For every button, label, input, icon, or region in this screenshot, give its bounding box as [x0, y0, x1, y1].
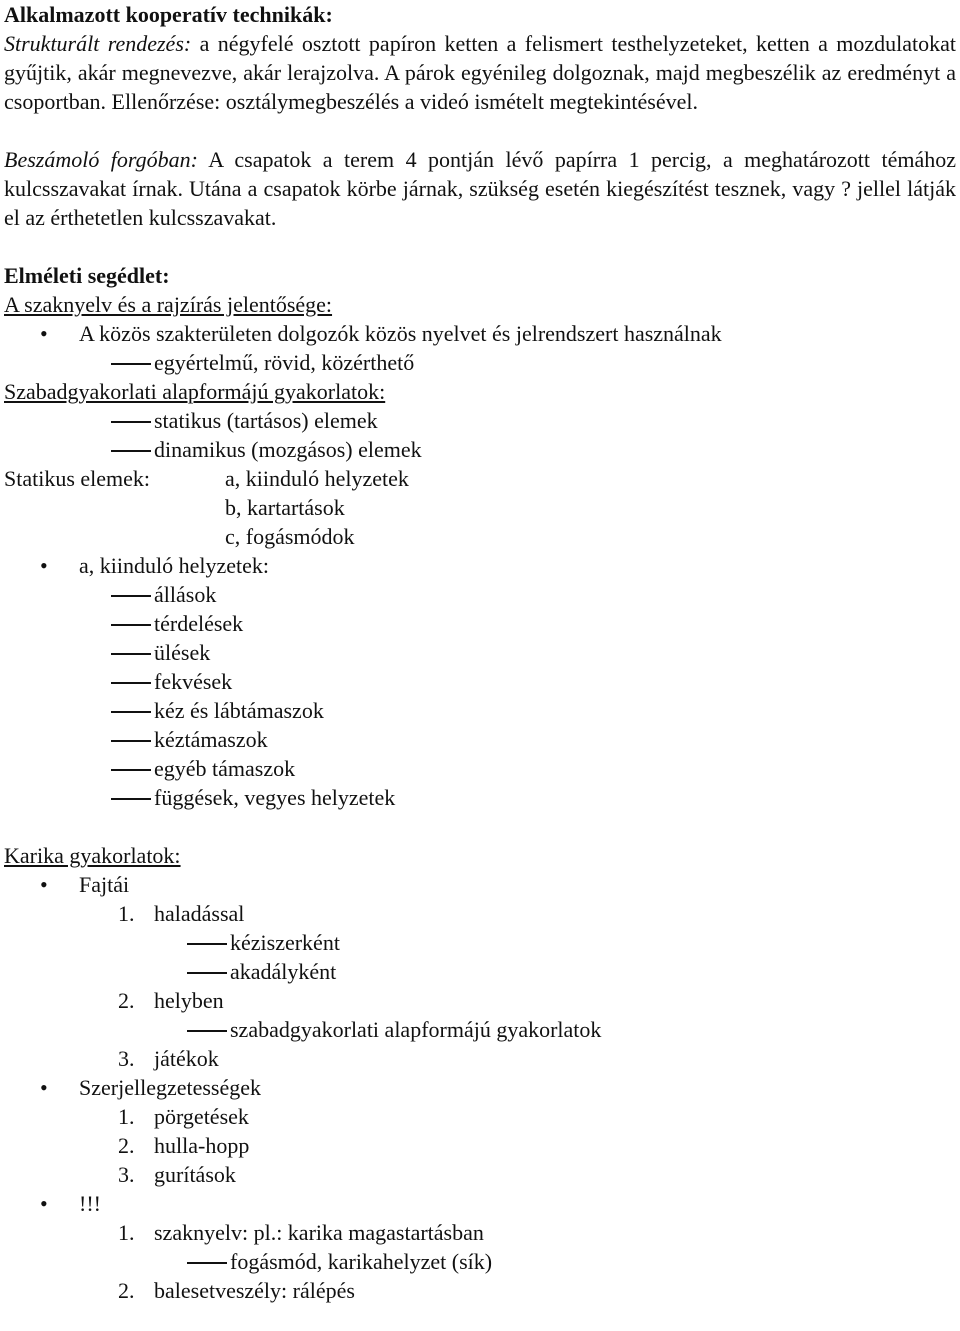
static-element-item: a, kiinduló helyzetek	[225, 466, 409, 491]
sub-list-item	[4, 1247, 956, 1276]
dash-icon	[187, 943, 227, 945]
numbered-item	[4, 1044, 956, 1073]
item-number: 3.	[118, 1162, 135, 1187]
static-elements-label: Statikus elemek:	[4, 466, 151, 491]
numbered-item	[4, 1218, 956, 1247]
list-item-text: !!!	[79, 1191, 101, 1216]
structured-sorting-text: a négyfelé osztott papíron ketten a felismert testhelyzeteket, ketten a mozdulatokat gyűjtik, akár megnevezve, akár lerajzolva. A párok egyénileg dolgoznak, majd megbeszélik az eredményt a csoportban. Ellenőrzése: osztálymegbeszélés a videó ismételt megtekintésével.	[4, 31, 957, 114]
list-item	[4, 1073, 956, 1102]
list-item-text: statikus (tartásos) elemek	[154, 408, 378, 433]
dash-icon	[111, 653, 151, 655]
rotating-report-label: Beszámoló forgóban:	[4, 147, 198, 172]
paragraph-structured-sorting	[4, 29, 956, 116]
numbered-item	[4, 1160, 956, 1189]
static-element-item: c, fogásmódok	[225, 524, 355, 549]
dash-icon	[111, 740, 151, 742]
spacer	[4, 812, 956, 841]
bullet-icon: •	[40, 553, 48, 578]
position-item-text: fekvések	[154, 669, 233, 694]
dash-icon	[111, 624, 151, 626]
sub-list-item-text: kéziszerként	[230, 930, 340, 955]
dash-icon	[111, 682, 151, 684]
static-elements-row	[4, 522, 956, 551]
position-item-text: ülések	[154, 640, 211, 665]
theory-subheading-exercises	[4, 377, 956, 406]
position-item-text: egyéb támaszok	[154, 756, 296, 781]
dash-icon	[187, 1030, 227, 1032]
list-item-text: Fajtái	[79, 872, 130, 897]
sub-list-item-text: szabadgyakorlati alapformájú gyakorlatok	[230, 1017, 602, 1042]
bullet-icon: •	[40, 321, 48, 346]
bullet-icon: •	[40, 1075, 48, 1100]
position-item	[4, 609, 956, 638]
rotating-report-text: A csapatok a terem 4 pontján lévő papírra 1 percig, a meghatározott témához kulcsszavakat írnak. Utána a csapatok körbe járnak, szükség esetén kiegészítést tesznek, vagy ? jellel látják el az érthetetlen kulcsszavakat.	[4, 147, 956, 230]
item-number: 2.	[118, 1133, 135, 1158]
dash-icon	[111, 421, 151, 423]
numbered-item	[4, 1131, 956, 1160]
static-element-item: b, kartartások	[225, 495, 345, 520]
dash-icon	[111, 450, 151, 452]
dash-icon	[187, 1262, 227, 1264]
numbered-item-text: játékok	[154, 1046, 219, 1071]
numbered-item-text: haladással	[154, 901, 245, 926]
list-item	[4, 1189, 956, 1218]
position-item	[4, 667, 956, 696]
exercises-subheading-text: Szabadgyakorlati alapformájú gyakorlatok:	[4, 379, 386, 404]
numbered-item	[4, 1102, 956, 1131]
item-number: 1.	[118, 901, 135, 926]
list-item	[4, 319, 956, 348]
structured-sorting-label: Strukturált rendezés:	[4, 31, 192, 56]
sub-list-item-text: akadályként	[230, 959, 337, 984]
language-subheading-text: A szaknyelv és a rajzírás jelentősége:	[4, 292, 333, 317]
list-item	[4, 870, 956, 899]
item-number: 2.	[118, 988, 135, 1013]
list-item	[4, 551, 956, 580]
list-item-text: egyértelmű, rövid, közérthető	[154, 350, 415, 375]
position-item	[4, 754, 956, 783]
position-item-text: állások	[154, 582, 217, 607]
theory-heading: Elméleti segédlet:	[4, 263, 170, 288]
list-item-text: A közös szakterületen dolgozók közös nyelvet és jelrendszert használnak	[79, 321, 722, 346]
theory-subheading-language	[4, 290, 956, 319]
hoop-heading	[4, 841, 956, 870]
position-item-text: térdelések	[154, 611, 244, 636]
sub-list-item	[4, 1015, 956, 1044]
paragraph-rotating-report	[4, 145, 956, 232]
list-item-text: dinamikus (mozgásos) elemek	[154, 437, 422, 462]
sub-list-item	[4, 957, 956, 986]
hoop-heading-text: Karika gyakorlatok:	[4, 843, 181, 868]
numbered-item-text: hulla-hopp	[154, 1133, 250, 1158]
numbered-item	[4, 986, 956, 1015]
position-item-text: kéztámaszok	[154, 727, 268, 752]
spacer	[4, 232, 956, 261]
numbered-item-text: pörgetések	[154, 1104, 249, 1129]
item-number: 3.	[118, 1046, 135, 1071]
item-number: 2.	[118, 1278, 135, 1303]
position-item-text: függések, vegyes helyzetek	[154, 785, 396, 810]
static-elements-row	[4, 464, 956, 493]
numbered-item	[4, 1276, 956, 1305]
sub-list-item-text: fogásmód, karikahelyzet (sík)	[230, 1249, 493, 1274]
item-number: 1.	[118, 1104, 135, 1129]
position-item	[4, 725, 956, 754]
numbered-item-text: szaknyelv: pl.: karika magastartásban	[154, 1220, 484, 1245]
position-item-text: kéz és lábtámaszok	[154, 698, 324, 723]
bullet-icon: •	[40, 1191, 48, 1216]
numbered-item	[4, 899, 956, 928]
spacer	[4, 116, 956, 145]
list-item	[4, 435, 956, 464]
dash-icon	[111, 363, 151, 365]
dash-icon	[111, 711, 151, 713]
position-item	[4, 638, 956, 667]
dash-icon	[111, 595, 151, 597]
bullet-icon: •	[40, 872, 48, 897]
list-item	[4, 406, 956, 435]
position-item	[4, 580, 956, 609]
document-page	[4, 0, 956, 1305]
list-item	[4, 348, 956, 377]
sub-list-item	[4, 928, 956, 957]
dash-icon	[187, 972, 227, 974]
list-item-text: a, kiinduló helyzetek:	[79, 553, 269, 578]
dash-icon	[111, 798, 151, 800]
document-title: Alkalmazott kooperatív technikák:	[4, 2, 333, 27]
item-number: 1.	[118, 1220, 135, 1245]
numbered-item-text: balesetveszély: rálépés	[154, 1278, 355, 1303]
numbered-item-text: helyben	[154, 988, 224, 1013]
dash-icon	[111, 769, 151, 771]
position-item	[4, 696, 956, 725]
static-elements-row	[4, 493, 956, 522]
position-item	[4, 783, 956, 812]
list-item-text: Szerjellegzetességek	[79, 1075, 262, 1100]
numbered-item-text: gurítások	[154, 1162, 236, 1187]
